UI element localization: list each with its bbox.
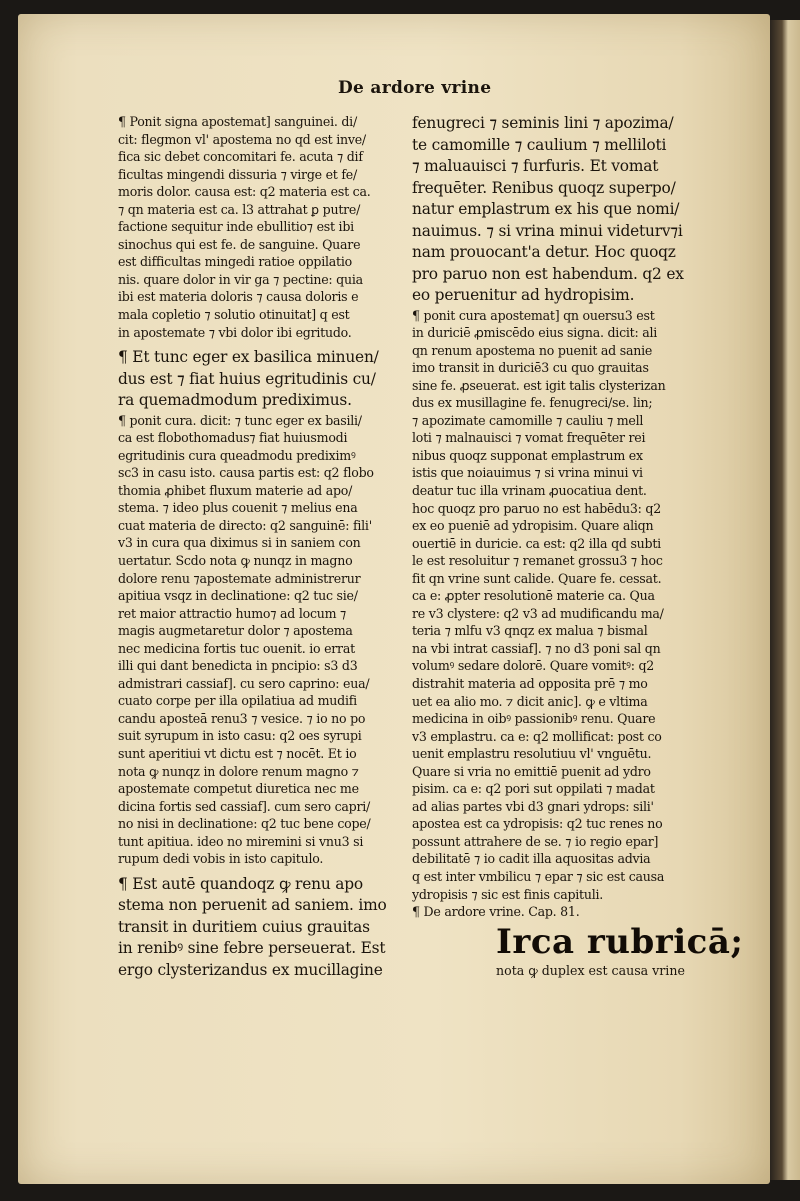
chapter-first-line: nota ꝙ duplex est causa vrine [496,963,685,978]
text-line-commentary: nec medicina fortis tuc ouenit. io errat [118,640,355,656]
text-line-commentary: dolore renu ⁊apostemate administrerur [118,570,361,586]
text-line-commentary: uenit emplastru resolutiuu vl' vnguētu. [412,746,652,762]
text-line-commentary: ⁊ qn materia est ca. l3 attrahat ꝑ putre/ [118,201,361,217]
text-line-commentary: imo transit in duriciē3 cu quo grauitas [412,360,649,376]
text-line-commentary: volumꝰ sedare dolorē. Quare vomitꝰ: q2 [412,658,655,674]
text-line-commentary: ouertiē in duricie. ca est: q2 illa qd subti [412,535,661,551]
text-line-commentary: ¶ ponit cura apostemat] qn ouersu3 est [412,307,655,323]
text-line-commentary: dicina fortis sed cassiaf]. cum sero capri/ [118,798,370,814]
text-line-commentary: q est inter vmbilicu ⁊ epar ⁊ sic est causa [412,869,665,884]
text-line-commentary: re v3 clystere: q2 v3 ad mudificandu ma/ [412,605,664,621]
text-line-commentary: ficultas mingendi dissuria ⁊ virge et fe/ [118,166,357,182]
text-line-commentary: sinochus qui est fe. de sanguine. Quare [118,236,361,252]
text-line-text: ergo clysterizandus ex mucillagine [118,960,383,979]
text-line-commentary: moris dolor. causa est: q2 materia est ca. [118,184,371,200]
text-line-commentary: deatur tuc illa vrinam ꝓuocatiua dent. [412,482,647,498]
chapter-opening [496,922,744,980]
text-line-commentary: ydropisis ⁊ sic est finis capituli. [412,886,604,902]
text-line-commentary: tunt apitiua. ideo no miremini si vnu3 si [118,833,364,849]
text-line-commentary: ca e: ꝓpter resolutionē materie ca. Qua [412,588,655,604]
text-line-commentary: egritudinis cura queadmodu prediximꝰ [118,447,356,463]
text-line-commentary: teria ⁊ mlfu v3 qnqz ex malua ⁊ bismal [412,623,648,639]
text-line-commentary: Quare si vria no emittiē puenit ad ydro [412,763,651,779]
text-line-text: eo peruenitur ad hydropisim. [412,286,635,304]
text-line-text: ¶ Est autē quandoqz ꝙ renu apo [118,874,363,893]
left-column [118,113,410,981]
text-line-commentary: nis. quare dolor in vir ga ⁊ pectine: quia [118,271,363,287]
text-line-commentary: uertatur. Scdo nota ꝙ nunqz in magno [118,552,353,568]
text-line-text: pro paruo non est habendum. q2 ex [412,264,684,283]
text-line-commentary: ad alias partes vbi d3 gnari ydrops: sili' [412,798,654,814]
text-line-commentary: candu aposteā renu3 ⁊ vesice. ⁊ io no po [118,710,366,726]
text-line-commentary: suit syrupum in isto casu: q2 oes syrupi [118,728,362,744]
text-line-commentary: distrahit materia ad opposita prē ⁊ mo [412,675,648,691]
text-line-commentary: nibus quoqz supponat emplastrum ex [412,447,643,463]
right-column [412,113,712,921]
text-line-commentary: fit qn vrine sunt calide. Quare fe. cessat. [412,570,662,586]
text-line-text: frequēter. Renibus quoqz superpo/ [412,178,676,197]
text-line-commentary: in duriciē ꝓmiscēdo eius signa. dicit: ali [412,325,658,341]
text-line-text: ⁊ maluauisci ⁊ furfuris. Et vomat [412,157,659,175]
text-line-commentary: possunt attrahere de se. ⁊ io regio epar] [412,833,659,849]
text-line-commentary: ¶ ponit cura. dicit: ⁊ tunc eger ex basili/ [118,412,362,428]
text-line-text: fenugreci ⁊ seminis lini ⁊ apozima/ [412,114,674,132]
text-line-text: te camomille ⁊ caulium ⁊ melliloti [412,135,667,154]
text-line-commentary: thomia ꝓhibet fluxum materie ad apo/ [118,482,353,498]
book-spine [770,20,800,1180]
running-head: De ardore vrine [338,78,492,98]
text-line-commentary: cuat materia de directo: q2 sanguinē: fili' [118,517,372,533]
text-line-commentary: stema. ⁊ ideo plus couenit ⁊ melius ena [118,500,358,516]
text-line-commentary: factione sequitur inde ebullitio⁊ est ibi [118,219,354,235]
text-line-commentary: sc3 in casu isto. causa partis est: q2 flobo [118,465,374,481]
text-line-commentary: hoc quoqz pro paruo no est habēdu3: q2 [412,500,661,516]
text-line-commentary: in apostemate ⁊ vbi dolor ibi egritudo. [118,324,352,340]
text-line-text: ¶ Et tunc eger ex basilica minuen/ [118,348,379,367]
text-line-text: natur emplastrum ex his que nomi/ [412,200,680,218]
text-line-commentary: illi qui dant benedicta in pncipio: s3 d3 [118,658,358,674]
text-line-text: nam prouocant'a detur. Hoc quoqz [412,243,676,261]
text-line-commentary: rupum dedi vobis in isto capitulo. [118,851,324,867]
text-line-commentary: istis que noiauimus ⁊ si vrina minui vi [412,465,643,481]
text-line-commentary: mala copletio ⁊ solutio otinuitat] q est [118,307,350,323]
text-line-commentary: magis augmetaretur dolor ⁊ apostema [118,623,353,639]
text-line-commentary: apostea est ca ydropisis: q2 tuc renes no [412,816,663,832]
text-line-text: in renibꝰ sine febre perseuerat. Est [118,939,386,958]
text-line-text: ra quemadmodum prediximus. [118,391,352,410]
text-line-commentary: ex eo pueniē ad ydropisim. Quare aliqn [412,518,654,534]
text-line-commentary: sine fe. ꝓseuerat. est igit talis clysterizan [412,377,666,393]
text-line-commentary: admistrari cassiaf]. cu sero caprino: eua/ [118,675,370,691]
text-line-commentary: qn renum apostema no puenit ad sanie [412,342,653,358]
text-line-commentary: le est resoluitur ⁊ remanet grossu3 ⁊ hoc [412,553,663,569]
text-line-commentary: sunt aperitiui vt dictu est ⁊ nocēt. Et io [118,746,357,761]
text-line-text: transit in duritiem cuius grauitas [118,917,370,936]
text-line-text: stema non peruenit ad saniem. imo [118,896,387,915]
text-line-commentary: apitiua vsqz in declinatione: q2 tuc sie/ [118,588,358,604]
chapter-incipit: Irca rubricā; [496,922,744,962]
text-line-commentary: cuato corpe per illa opilatiua ad mudifi [118,693,357,709]
text-line-commentary: na vbi intrat cassiaf]. ⁊ no d3 poni sal qn [412,640,661,656]
text-line-commentary: ⁊ apozimate camomille ⁊ cauliu ⁊ mell [412,412,644,428]
text-line-commentary: cit: flegmon vl' apostema no qd est inve/ [118,131,366,147]
text-line-commentary: est difficultas mingedi ratioe oppilatio [118,254,352,270]
text-line-commentary: apostemate competut diuretica nec me [118,781,359,797]
text-line-commentary: dus ex musillagine fe. fenugreci/se. lin; [412,395,653,411]
text-line-commentary: ret maior attractio humo⁊ ad locum ⁊ [118,605,347,621]
text-line-commentary: medicina in oibꝰ passionibꝰ renu. Quare [412,711,656,727]
text-line-commentary: no nisi in declinatione: q2 tuc bene cope/ [118,816,371,832]
text-line-text: nauimus. ⁊ si vrina minui videturv⁊i [412,221,683,240]
text-line-commentary: ibi est materia doloris ⁊ causa doloris e [118,289,359,305]
text-line-commentary: ¶ De ardore vrine. Cap. 81. [412,904,580,920]
text-line-commentary: debilitatē ⁊ io cadit illa aquositas advia [412,851,651,867]
text-line-commentary: ca est flobothomadus⁊ fiat huiusmodi [118,430,348,446]
text-line-commentary: loti ⁊ malnauisci ⁊ vomat frequēter rei [412,430,646,446]
text-line-commentary: v3 emplastru. ca e: q2 mollificat: post co [412,728,662,744]
text-line-commentary: uet ea alio mo. ⁊ dicit anic]. ꝙ e vltima [412,693,648,709]
text-line-commentary: nota ꝙ nunqz in dolore renum magno ⁊ [118,763,359,779]
text-line-text: dus est ⁊ fiat huius egritudinis cu/ [118,369,376,388]
text-line-commentary: fica sic debet concomitari fe. acuta ⁊ dif [118,149,363,165]
text-line-commentary: ¶ Ponit signa apostemat] sanguinei. di/ [118,114,357,129]
text-line-commentary: v3 in cura qua diximus si in saniem con [118,535,361,551]
text-line-commentary: pisim. ca e: q2 pori sut oppilati ⁊ madat [412,781,655,797]
